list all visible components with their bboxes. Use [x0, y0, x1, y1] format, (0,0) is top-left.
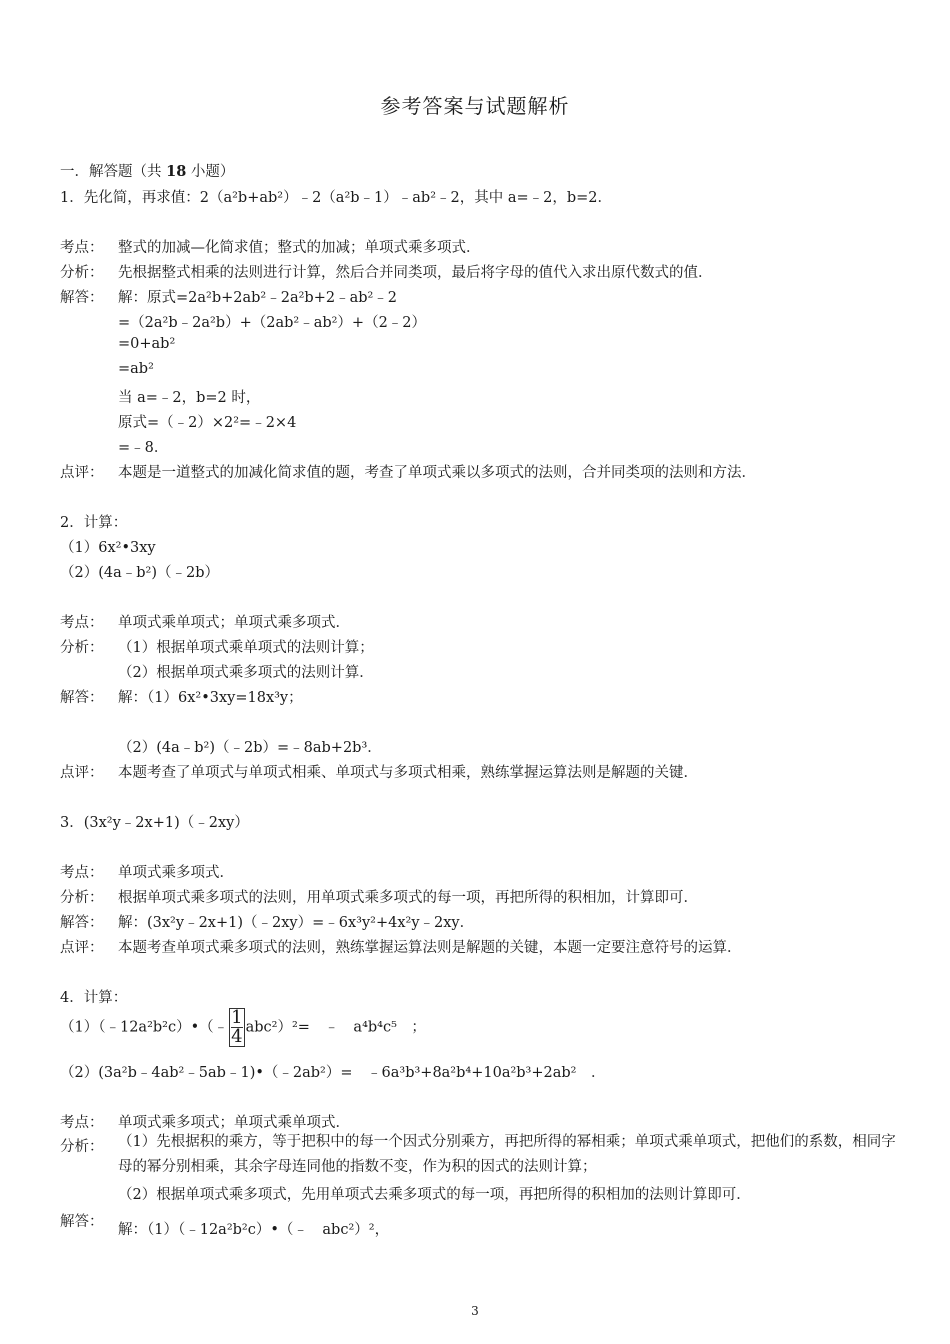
q3-question: 3．(3x²y﹣2x+1)（﹣2xy）: [60, 815, 249, 831]
q1-jieda-line: =﹣8．: [118, 440, 169, 456]
q1-jieda-label: 解答：: [60, 290, 104, 306]
q4-jieda: 解：（1）（﹣12a²b²c）•（﹣ abc²）²，: [118, 1222, 390, 1238]
q2-fenxi-label: 分析：: [60, 640, 104, 656]
q4-part1: （1）（﹣12a²b²c）•（﹣ $\frac{1}{4}$ abc²）²= ﹣ a⁴b⁴c⁵ ；: [60, 1007, 426, 1047]
q2-jieda-line: 解：（1）6x²•3xy=18x³y；: [118, 690, 303, 706]
q3-jieda: 解：(3x²y﹣2x+1)（﹣2xy）=﹣6x³y²+4x²y﹣2xy．: [118, 915, 475, 931]
q3-fenxi: 根据单项式乘多项式的法则，用单项式乘多项式的每一项，再把所得的积相加，计算即可．: [118, 890, 698, 906]
q2-jieda-label: 解答：: [60, 690, 104, 706]
q1-jieda-line: 当 a=﹣2，b=2 时，: [118, 390, 261, 406]
q2-fenxi-line: （1）根据单项式乘单项式的法则计算；: [118, 640, 374, 656]
q2-part: （2）(4a﹣b²)（﹣2b）: [60, 565, 220, 581]
section-heading: 一．解答题（共 18 小题）: [60, 163, 235, 180]
q1-kaodian: 整式的加减—化简求值；整式的加减；单项式乘多项式．: [118, 240, 481, 256]
q2-jieda-line: （2）(4a﹣b²)（﹣2b）=﹣8ab+2b³．: [118, 740, 382, 756]
page-title: 参考答案与试题解析: [380, 94, 570, 118]
q3-kaodian-label: 考点：: [60, 865, 104, 881]
q3-fenxi-label: 分析：: [60, 890, 104, 906]
q3-jieda-label: 解答：: [60, 915, 104, 931]
q2-part: （1）6x²•3xy: [60, 540, 156, 556]
q3-kaodian: 单项式乘多项式．: [118, 865, 234, 881]
q1-jieda-line: =0+ab²: [118, 336, 176, 352]
q2-fenxi-line: （2）根据单项式乘多项式的法则计算．: [118, 665, 374, 681]
q1-jieda-line: =（2a²b﹣2a²b）+（2ab²﹣ab²）+（2﹣2）: [118, 315, 427, 331]
page-number: 3: [471, 1304, 479, 1318]
q1-jieda-line: =ab²: [118, 361, 154, 377]
q4-kaodian-label: 考点：: [60, 1115, 104, 1131]
q1-dianping: 本题是一道整式的加减化简求值的题，考查了单项式乘以多项式的法则，合并同类项的法则和方法．: [118, 465, 756, 481]
q4-jieda-label: 解答：: [60, 1214, 104, 1230]
q4-fenxi-2: （2）根据单项式乘多项式，先用单项式去乘多项式的每一项，再把所得的积相加的法则计算即可．: [118, 1187, 751, 1203]
q3-dianping-label: 点评：: [60, 940, 104, 956]
q4-fenxi-1: （1）先根据积的乘方，等于把积中的每一个因式分别乘方，再把所得的幂相乘；单项式乘单项式，把他们的系数，相同字母的幂分别相乘，其余字母连同他的指数不变，作为积的因式的法则计算；: [118, 1134, 896, 1175]
q4-question: 4．计算：: [60, 990, 128, 1006]
q3-dianping: 本题考查单项式乘多项式的法则，熟练掌握运算法则是解题的关键，本题一定要注意符号的运算．: [118, 940, 742, 956]
q1-jieda-line: 解：原式=2a²b+2ab²﹣2a²b+2﹣ab²﹣2: [118, 290, 398, 306]
q2-question: 2．计算：: [60, 515, 128, 531]
q2-kaodian-label: 考点：: [60, 615, 104, 631]
q1-dianping-label: 点评：: [60, 465, 104, 481]
q2-dianping: 本题考查了单项式与单项式相乘、单项式与多项式相乘，熟练掌握运算法则是解题的关键．: [118, 765, 698, 781]
q4-kaodian: 单项式乘多项式；单项式乘单项式．: [118, 1115, 350, 1131]
q4-part2: （2）(3a²b﹣4ab²﹣5ab﹣1)•（﹣2ab²）= ﹣6a³b³+8a²b⁴+10a²b³+2ab² ．: [60, 1065, 606, 1081]
fraction-one-quarter: $\frac{1}{4}$: [231, 1007, 243, 1047]
q2-kaodian: 单项式乘单项式；单项式乘多项式．: [118, 615, 350, 631]
q1-jieda-line: 原式=（﹣2）×2²=﹣2×4: [118, 415, 297, 431]
q1-fenxi-label: 分析：: [60, 265, 104, 281]
q1-kaodian-label: 考点：: [60, 240, 104, 256]
q2-dianping-label: 点评：: [60, 765, 104, 781]
q4-fenxi-label: 分析：: [60, 1139, 104, 1155]
q1-fenxi: 先根据整式相乘的法则进行计算，然后合并同类项，最后将字母的值代入求出原代数式的值．: [118, 265, 713, 281]
q1-question: 1．先化简，再求值：2（a²b+ab²）﹣2（a²b﹣1）﹣ab²﹣2，其中 a=﹣2，b=2．: [60, 190, 613, 206]
